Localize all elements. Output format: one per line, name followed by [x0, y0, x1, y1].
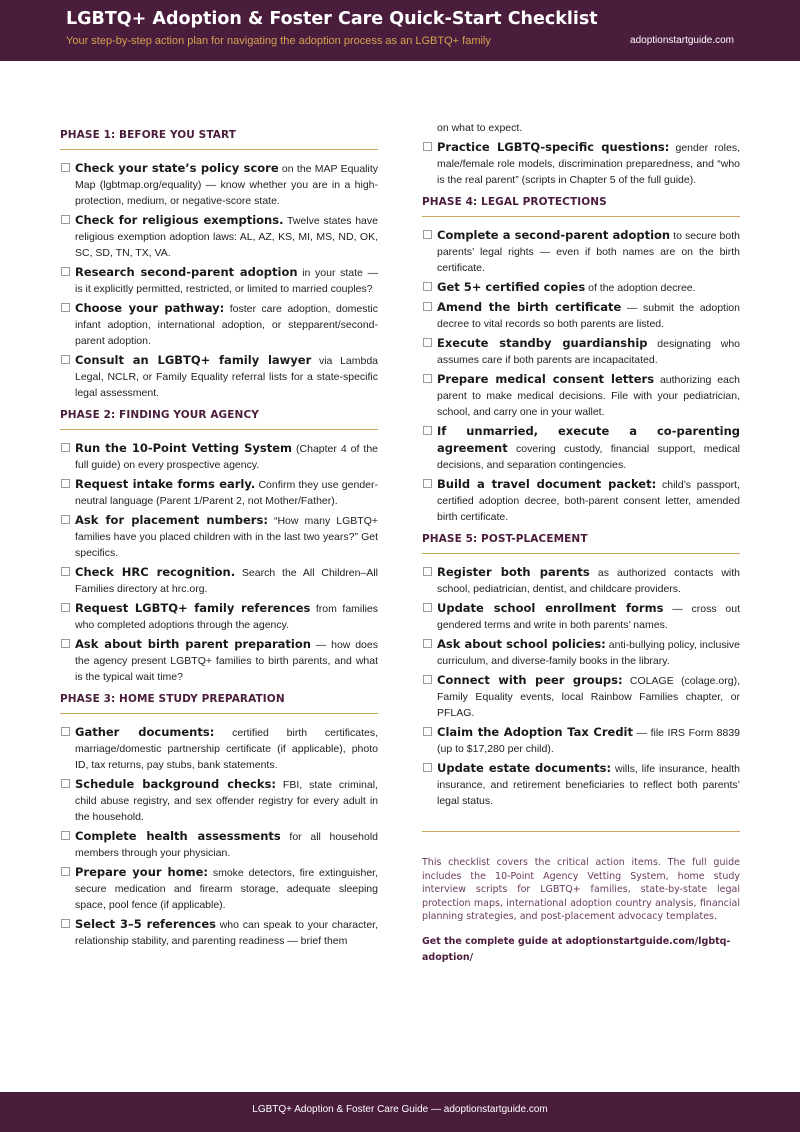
checkbox[interactable]: [61, 303, 70, 312]
checkbox[interactable]: [61, 779, 70, 788]
checklist-item: [60, 300, 378, 349]
checklist-item-text: — cross out gendered terms and write in both parents’ names.: [437, 603, 740, 631]
checkbox[interactable]: [423, 479, 432, 488]
checklist-item: [60, 828, 378, 861]
checklist-item: [422, 299, 740, 332]
checklist-item: [60, 440, 378, 473]
checklist-item-text: Twelve states have religious exemption adoption laws: AL, AZ, KS, MI, MS, ND, OK, SC, SD, TN, TX, VA.: [75, 215, 378, 259]
closing-divider: [422, 831, 740, 832]
guide-link[interactable]: Get the complete guide at adoptionstartguide.com/lgbtq-adoption/: [422, 935, 731, 963]
checklist-item: [60, 476, 378, 509]
phase-1-title: PHASE 1: BEFORE YOU START: [60, 129, 378, 150]
page-title: LGBTQ+ Adoption & Foster Care Quick-Start Checklist: [66, 9, 598, 29]
checklist-item: [60, 212, 378, 261]
checkbox[interactable]: [61, 355, 70, 364]
checklist-item-heading: Ask for placement numbers:: [75, 513, 268, 527]
checkbox[interactable]: [423, 302, 432, 311]
checklist-item-heading: Research second-parent adoption: [75, 265, 298, 279]
checkbox[interactable]: [61, 163, 70, 172]
checklist-item-heading: Build a travel document packet:: [437, 477, 657, 491]
checklist-item-heading: Prepare medical consent letters: [437, 372, 655, 386]
closing-summary: This checklist covers the critical action items. The full guide includes the 10-Point Agency Vetting System, home study interview scripts for LGBTQ+ families, state-by-state legal protection maps, international adoption country analysis, financial planning strategies, and post-placement advocacy templates.: [422, 857, 740, 922]
checklist-item-heading: Schedule background checks:: [75, 777, 276, 791]
checkbox[interactable]: [423, 282, 432, 291]
checklist-item: [60, 864, 378, 913]
checklist-item: [422, 724, 740, 757]
checkbox[interactable]: [61, 479, 70, 488]
checklist-item-heading: Update school enrollment forms: [437, 601, 664, 615]
checkbox[interactable]: [423, 675, 432, 684]
checklist-item-text: — how does the agency present LGBTQ+ families to birth parents, and what is the typical wait time?: [75, 639, 378, 683]
checkbox[interactable]: [61, 831, 70, 840]
checklist-item: [60, 264, 378, 297]
checkbox[interactable]: [423, 567, 432, 576]
checklist-item-text: of the adoption decree.: [585, 282, 696, 294]
checklist-item: [422, 672, 740, 721]
checklist-item-text: Search the All Children–All Families directory at hrc.org.: [75, 567, 378, 595]
checklist-item-text: — submit the adoption decree to vital records so both parents are listed.: [437, 302, 740, 330]
checklist-item-text: anti-bullying policy, inclusive curriculum, and diverse-family books in the library.: [437, 639, 740, 667]
header-url[interactable]: adoptionstartguide.com: [630, 35, 734, 46]
checklist-item-heading: If unmarried, execute a co-parenting agreement: [437, 424, 740, 455]
phase-4-title: PHASE 4: LEGAL PROTECTIONS: [422, 196, 740, 217]
checklist-item: [60, 776, 378, 825]
phase-3: [60, 693, 378, 949]
checklist-item-heading: Claim the Adoption Tax Credit: [437, 725, 633, 739]
checklist-item-text: foster care adoption, domestic infant adoption, international adoption, or stepparent/second-parent adoption.: [75, 303, 378, 347]
checklist-item-heading: Choose your pathway:: [75, 301, 225, 315]
checklist-item-text: smoke detectors, fire extinguisher, secure medication and firearm storage, adequate sleeping space, pool fence (if applicable).: [75, 867, 378, 911]
checklist-item-heading: Check HRC recognition.: [75, 565, 236, 579]
page-subtitle: Your step-by-step action plan for navigating the adoption process as an LGBTQ+ family: [66, 35, 491, 47]
phase-3-item-continuation: on what to expect.: [437, 122, 523, 134]
checklist-item-heading: Execute standby guardianship: [437, 336, 648, 350]
checklist-item-heading: Get 5+ certified copies: [437, 280, 586, 294]
checklist-item-heading: Connect with peer groups:: [437, 673, 623, 687]
checklist-item: [60, 512, 378, 561]
page-footer: [0, 1092, 800, 1132]
checklist-item-heading: Check for religious exemptions.: [75, 213, 284, 227]
checkbox[interactable]: [423, 338, 432, 347]
checkbox[interactable]: [61, 267, 70, 276]
page-header: [0, 0, 800, 61]
checklist-item: [422, 279, 740, 296]
checklist-item: [422, 423, 740, 473]
phase-5-title: PHASE 5: POST-PLACEMENT: [422, 533, 740, 554]
checkbox[interactable]: [61, 727, 70, 736]
checklist-item: [60, 160, 378, 209]
phase-5: [422, 533, 740, 809]
checklist-item-heading: Practice LGBTQ-specific questions:: [437, 140, 670, 154]
checklist-item-heading: Ask about birth parent preparation: [75, 637, 311, 651]
checklist-item-text: via Lambda Legal, NCLR, or Family Equality referral lists for a state-specific legal assessment.: [75, 355, 379, 399]
checklist-item: [422, 371, 740, 420]
checklist-item-text: designating who assumes care if both parents are incapacitated.: [437, 338, 740, 366]
checklist-item-heading: Complete health assessments: [75, 829, 281, 843]
checklist-item-text: to secure both parents’ legal rights — even if both names are on the birth certificate.: [437, 230, 740, 274]
left-column: [60, 120, 378, 957]
checklist-item-heading: Run the 10-Point Vetting System: [75, 441, 293, 455]
checklist-item-heading: Amend the birth certificate: [437, 300, 622, 314]
checklist-item: [422, 476, 740, 525]
checklist-item: [60, 916, 378, 949]
checklist-item-heading: Complete a second-parent adoption: [437, 228, 671, 242]
checklist-item: [422, 335, 740, 368]
checklist-item: [422, 564, 740, 597]
checklist-item-heading: Ask about school policies:: [437, 637, 606, 651]
checklist-item-text: from families who completed adoptions through the agency.: [75, 603, 378, 631]
checkbox[interactable]: [61, 603, 70, 612]
checklist-item: [422, 636, 740, 669]
checkbox[interactable]: [423, 142, 432, 151]
footer-text: LGBTQ+ Adoption & Foster Care Guide — adoptionstartguide.com: [252, 1104, 548, 1115]
checklist-item: [60, 352, 378, 401]
checklist-item-text: gender roles, male/female role models, discrimination preparedness, and “who is the real parent” (scripts in Chapter 5 of the full guide).: [437, 142, 740, 186]
checkbox[interactable]: [423, 603, 432, 612]
checklist-item-heading: Register both parents: [437, 565, 590, 579]
checkbox[interactable]: [61, 567, 70, 576]
phase-2-title: PHASE 2: FINDING YOUR AGENCY: [60, 409, 378, 430]
checkbox[interactable]: [423, 230, 432, 239]
checklist-item-heading: Prepare your home:: [75, 865, 208, 879]
checklist-item-heading: Gather documents:: [75, 725, 215, 739]
checklist-item-heading: Consult an LGBTQ+ family lawyer: [75, 353, 312, 367]
checkbox[interactable]: [61, 919, 70, 928]
checklist-item: [60, 564, 378, 597]
checklist-item-text: covering custody, financial support, medical decisions, and separation contingencies.: [437, 443, 740, 471]
phase-4: [422, 196, 740, 525]
checklist-item-text: FBI, state criminal, child abuse registry, and sex offender registry for every adult in the household.: [75, 779, 378, 823]
checklist-item-text: as authorized contacts with school, pediatrician, dentist, and childcare providers.: [437, 567, 740, 595]
checkbox[interactable]: [61, 443, 70, 452]
checkbox[interactable]: [423, 763, 432, 772]
checklist-item-text: “How many LGBTQ+ families have you placed children with in the last two years?” Get specifics.: [75, 515, 378, 559]
checklist-item: [60, 600, 378, 633]
checkbox[interactable]: [61, 515, 70, 524]
checkbox[interactable]: [423, 426, 432, 435]
checklist-item-text: authorizing each parent to make medical decisions. File with your pediatrician, school, and carry one in your wallet.: [437, 374, 740, 418]
checklist-item: [422, 760, 740, 809]
phase-1: [60, 129, 378, 401]
checkbox[interactable]: [61, 867, 70, 876]
checklist-item-text: (Chapter 4 of the full guide) on every prospective agency.: [75, 443, 379, 471]
checklist-item-heading: Update estate documents:: [437, 761, 612, 775]
checklist-item-heading: Select 3–5 references: [75, 917, 216, 931]
checklist-item: [422, 227, 740, 276]
checklist-item-text: wills, life insurance, health insurance, and retirement beneficiaries to reflect both parents’ legal status.: [437, 763, 740, 807]
phase-3-title: PHASE 3: HOME STUDY PREPARATION: [60, 693, 378, 714]
checkbox[interactable]: [423, 639, 432, 648]
checklist-item-text: for all household members through your physician.: [75, 831, 378, 859]
checklist-item-text: COLAGE (colage.org), Family Equality events, local Rainbow Families chapter, or PFLAG.: [437, 675, 740, 719]
checkbox[interactable]: [61, 639, 70, 648]
checklist-item-text: who can speak to your character, relationship stability, and parenting readiness — brief them: [75, 919, 378, 947]
checklist-item-heading: Check your state’s policy score: [75, 161, 279, 175]
checklist-item-text: on the MAP Equality Map (lgbtmap.org/equality) — know whether you are in a high-protection, medium, or negative-score state.: [75, 163, 378, 207]
checklist-item-text: Confirm they use gender-neutral language (Parent 1/Parent 2, not Mother/Father).: [75, 479, 378, 507]
checklist-item-text: — file IRS Form 8839 (up to $17,280 per child).: [437, 727, 741, 755]
phase-2: [60, 409, 378, 685]
checklist-item-heading: Request LGBTQ+ family references: [75, 601, 311, 615]
checklist-item-text: child’s passport, certified adoption decree, both-parent consent letter, amended birth certificate.: [437, 479, 740, 523]
checkbox[interactable]: [423, 374, 432, 383]
right-column: [422, 120, 740, 966]
checklist-item: [422, 139, 740, 188]
checklist-item: [60, 724, 378, 773]
checklist-item-text: certified birth certificates, marriage/domestic partnership certificate (if applicable), photo ID, tax returns, pay stubs, bank statements.: [75, 727, 378, 771]
checklist-item-text: in your state — is it explicitly permitted, restricted, or limited to married couples?: [75, 267, 378, 295]
checklist-item: [60, 636, 378, 685]
checklist-item-heading: Request intake forms early.: [75, 477, 256, 491]
checkbox[interactable]: [61, 215, 70, 224]
checklist-item: [422, 600, 740, 633]
checkbox[interactable]: [423, 727, 432, 736]
